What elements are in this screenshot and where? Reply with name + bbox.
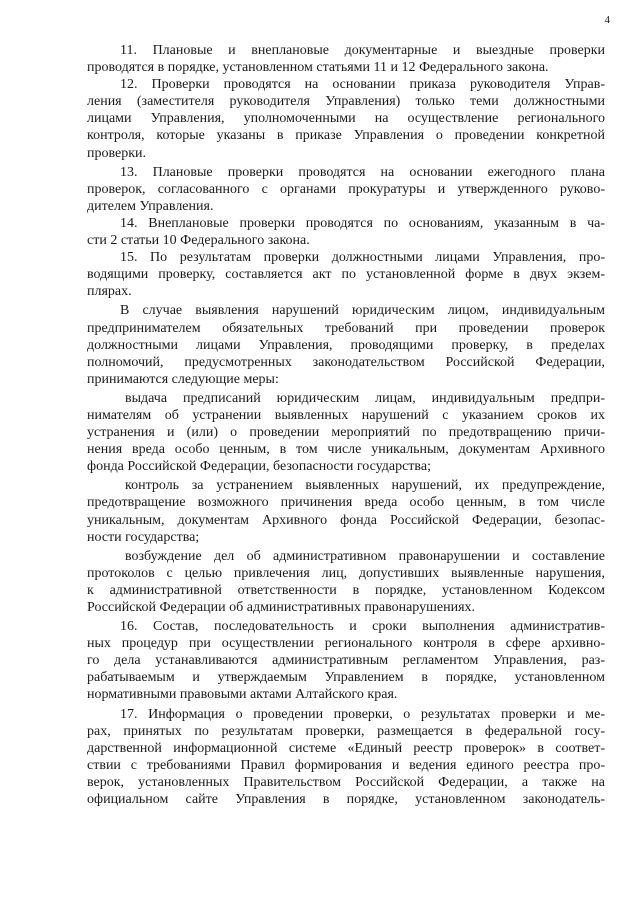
text-line: 17. Информация о проведении проверки, о результатах проверки и ме- (120, 706, 605, 722)
text-line: нения вреда особо ценным, в том числе уникальным, документам Архивного (87, 442, 605, 458)
text-line: официальном сайте Управления в порядке, установленном законодатель- (87, 792, 605, 808)
text-line: В случае выявления нарушений юридическим лицом, индивидуальным (120, 303, 605, 319)
text-line: дарственной информационной системе «Единый реестр проверок» в соответ- (87, 740, 605, 756)
text-line: протоколов с целью привлечения лиц, допустивших выявленные нарушения, (87, 565, 605, 581)
text-line: полномочий, предусмотренных законодательством Российской Федерации, (87, 354, 605, 370)
text-line: нимателям об устранении выявленных нарушений с указанием сроков их (87, 407, 605, 423)
text-line: контроля, которые указаны в приказе Управления о проведении конкретной (87, 128, 605, 144)
text-line: устранения и (или) о проведении мероприятий по предотвращению причи- (87, 425, 605, 441)
text-line: возбуждение дел об административном правонарушении и составление (125, 548, 605, 564)
text-line: ствии с требованиями Правил формирования и ведения единого реестра про- (87, 757, 605, 773)
text-line: принимаются следующие меры: (87, 371, 279, 387)
document-body (87, 42, 605, 808)
text-line: фонда Российской Федерации, безопасности государства; (87, 459, 431, 475)
text-line: дителем Управления. (87, 198, 214, 214)
text-line: Российской Федерации об административных правонарушениях. (87, 600, 476, 615)
text-line: го дела устанавливаются административным регламентом Управления, раз- (87, 653, 605, 669)
text-line: 14. Внеплановые проверки проводятся по основаниям, указанным в ча- (120, 215, 605, 231)
text-line: проверки. (87, 145, 147, 161)
text-line: 12. Проверки проводятся на основании приказа руководителя Управ- (120, 77, 605, 93)
text-line: уникальным, документам Архивного фонда Российской Федерации, безопас- (87, 512, 605, 528)
text-line: ных процедур при осуществлении регионального контроля в сфере архивно- (87, 636, 605, 652)
text-line: 16. Состав, последовательность и сроки выполнения административ- (120, 619, 605, 635)
text-line: контроль за устранением выявленных нарушений, их предупреждение, (125, 478, 605, 494)
text-line: ления (заместителя руководителя Управления) только теми должностными (87, 94, 605, 110)
text-line: ности государства; (87, 529, 200, 545)
text-line: лицами Управления, уполномоченными на осуществление регионального (87, 111, 605, 127)
text-line: нормативными правовыми актами Алтайского края. (87, 687, 398, 703)
text-line: 11. Плановые и внеплановые документарные и выездные проверки (120, 43, 605, 58)
text-line: 13. Плановые проверки проводятся на основании ежегодного плана (120, 164, 605, 180)
text-line: плярах. (87, 284, 132, 300)
text-line: водящими проверку, составляется акт по установленной форме в двух экзем- (87, 267, 605, 283)
text-line: рабатываемым и утверждаемым Управлением в порядке, установленном (87, 670, 605, 686)
text-line: 15. По результатам проверки должностными лицами Управления, про- (120, 250, 605, 266)
text-line: сти 2 статьи 10 Федерального закона. (87, 233, 310, 249)
text-line: проверок, согласованного с органами прокуратуры и утвержденного руково- (87, 181, 605, 197)
text-line: должностными лицами Управления, проводящими проверку, в пределах (87, 337, 605, 353)
text-line: предпринимателем обязательных требований при проведении проверок (87, 320, 605, 336)
text-line: рах, принятых по результатам проверки, размещается в федеральной госу- (87, 723, 605, 739)
text-line: верок, установленных Правительством Российской Федерации, а также на (87, 774, 605, 790)
text-line: выдача предписаний юридическим лицам, индивидуальным предпри- (125, 390, 605, 406)
page-number: 4 (604, 14, 610, 26)
text-line: проводятся в порядке, установленном статьями 11 и 12 Федерального закона. (87, 60, 549, 76)
text-line: к административной ответственности в порядке, установленном Кодексом (87, 582, 605, 598)
text-line: предотвращение возможного причинения вреда особо ценным, в том числе (87, 495, 605, 511)
